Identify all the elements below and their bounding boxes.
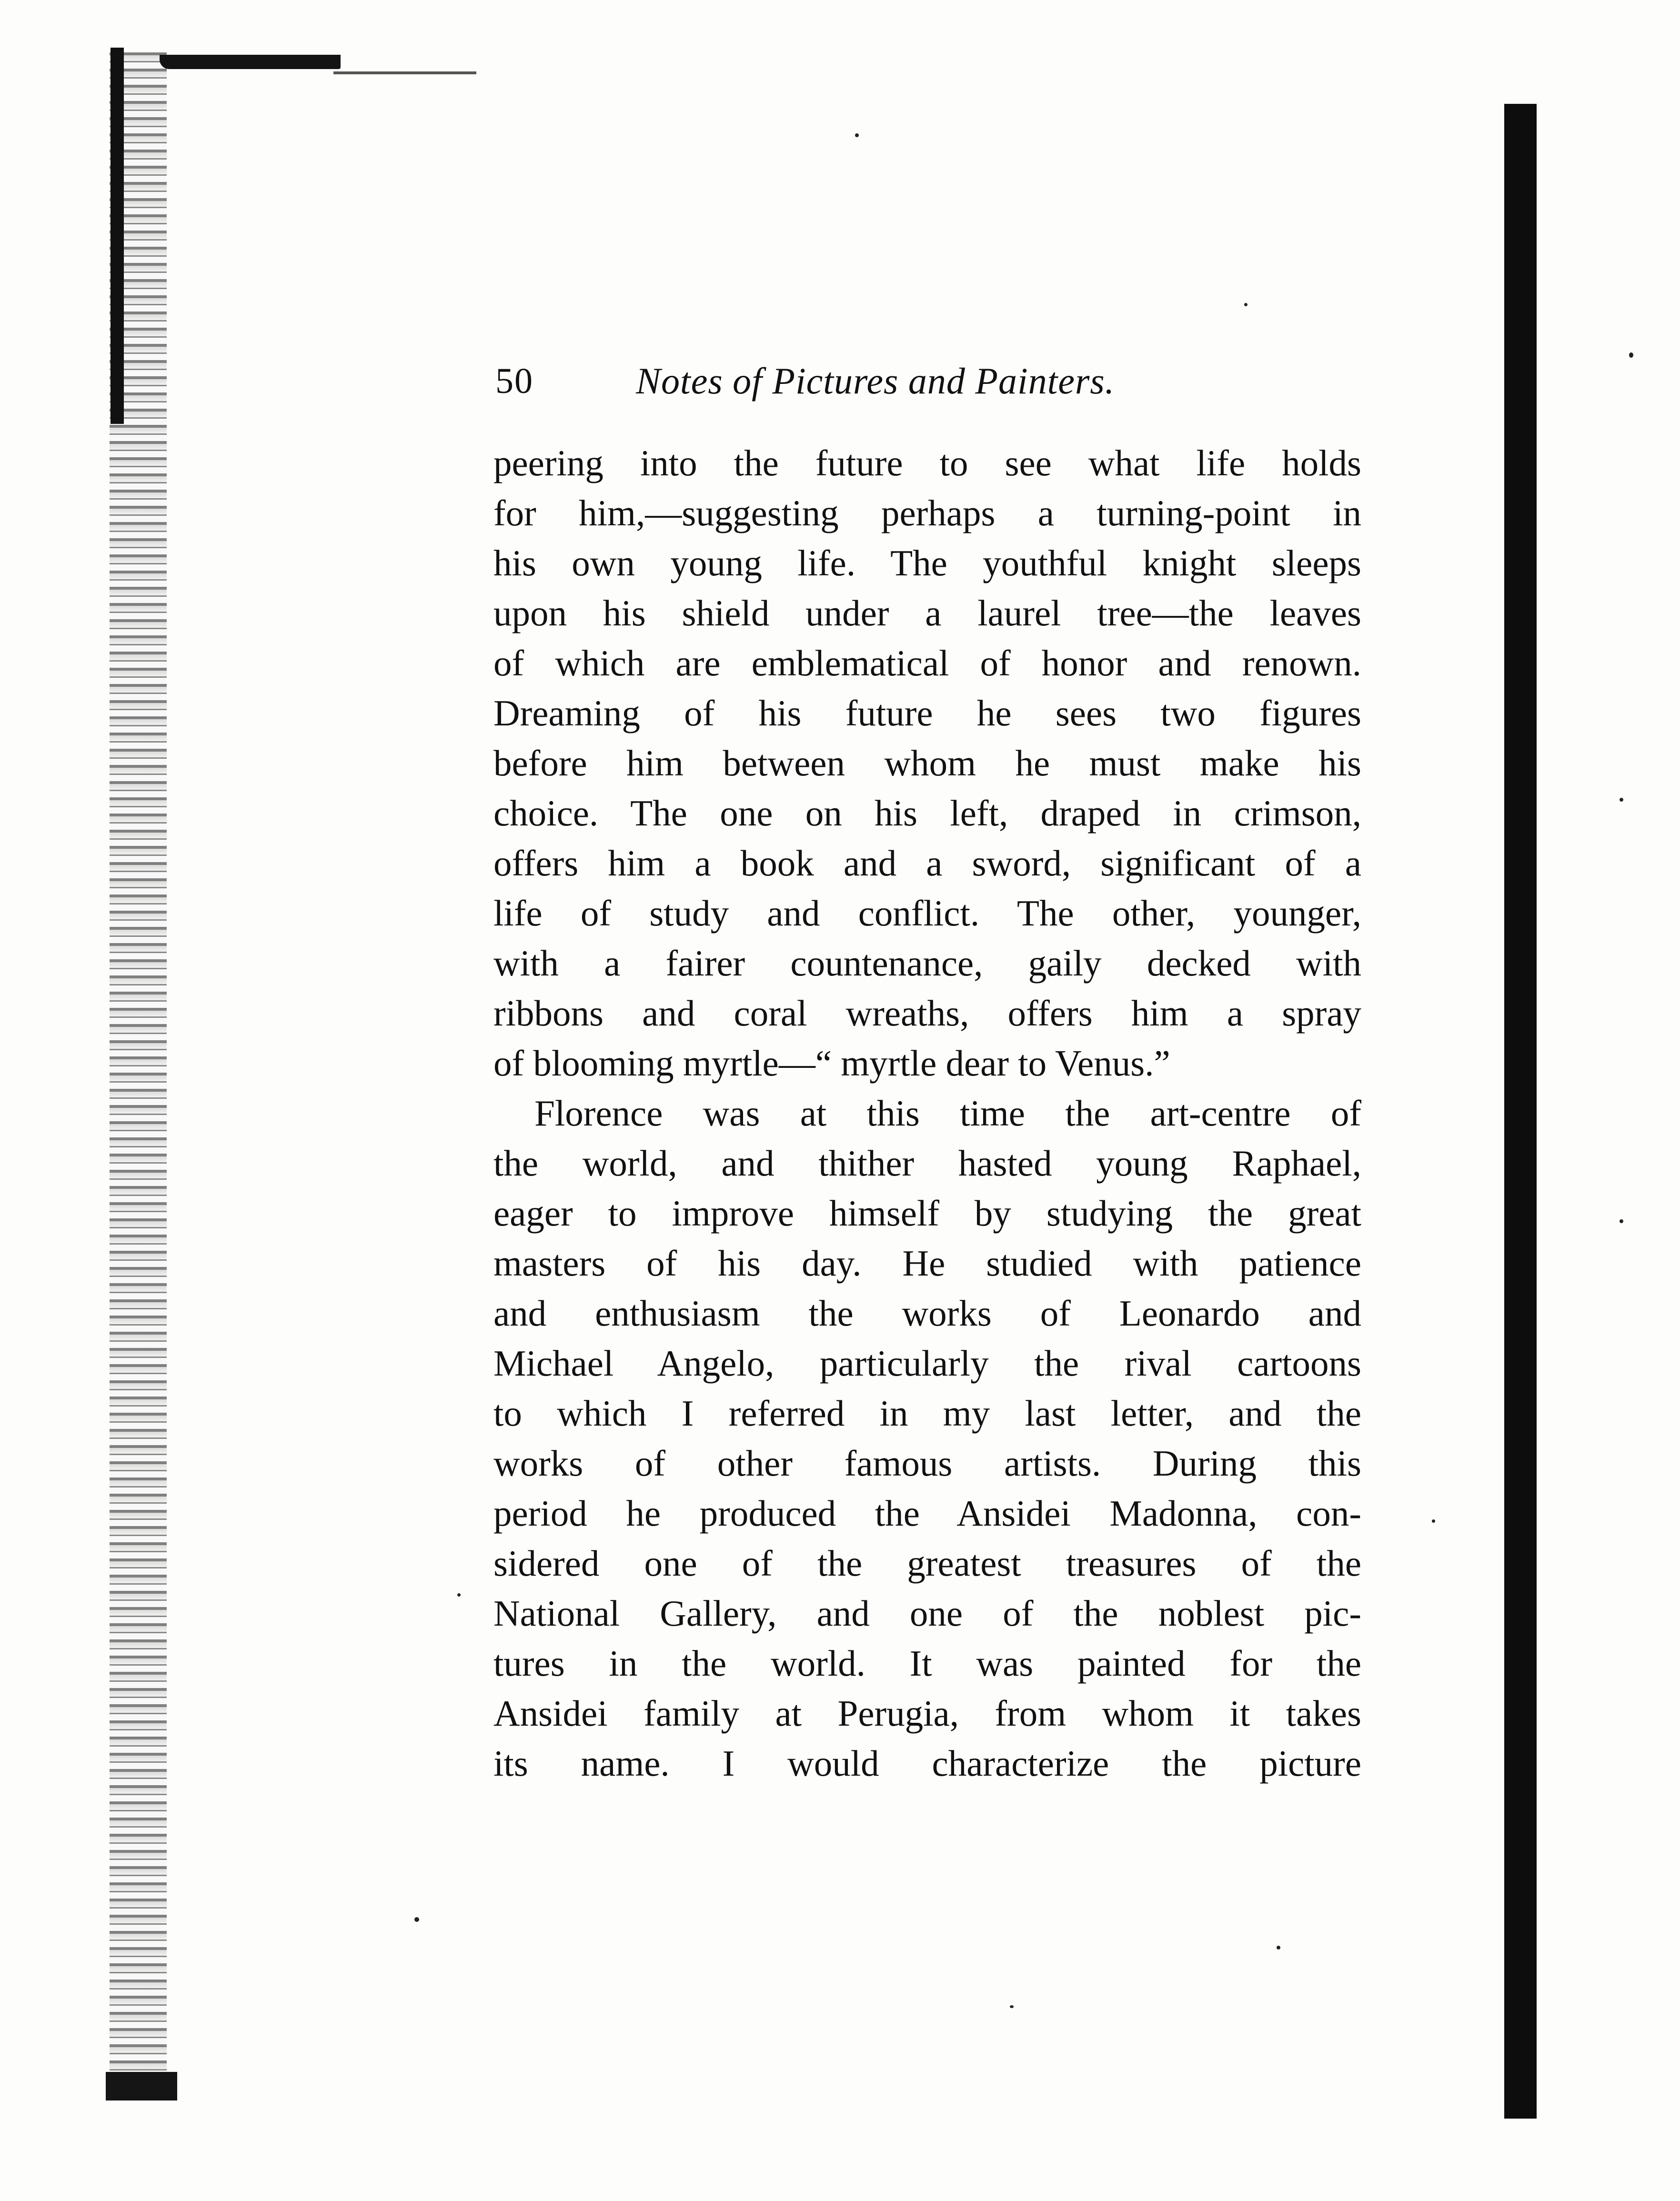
text-line: for him,—suggesting perhaps a turning-point in [493, 492, 1361, 533]
scan-speck [1620, 1219, 1623, 1223]
text-line: his own young life. The youthful knight sleeps [493, 543, 1361, 583]
text-line: tures in the world. It was painted for the [493, 1643, 1361, 1684]
running-head [495, 355, 1358, 407]
text-line: peering into the future to see what life holds [493, 442, 1361, 483]
scan-speck [1620, 798, 1623, 802]
scan-speck [457, 1593, 461, 1597]
text-line: Ansidei family at Perugia, from whom it takes [493, 1693, 1361, 1734]
text-line: choice. The one on his left, draped in crimson, [493, 793, 1361, 834]
text-line: of blooming myrtle—“ myrtle dear to Venus.” [493, 1043, 1170, 1084]
text-line: to which I referred in my last letter, and the [493, 1393, 1361, 1434]
page-number: 50 [495, 361, 533, 401]
scan-binding-edge-bottom [106, 2072, 177, 2100]
text-line: of which are emblematical of honor and renown. [493, 643, 1361, 683]
scan-top-edge-thin [333, 71, 476, 74]
text-line: its name. I would characterize the picture [493, 1743, 1361, 1784]
scan-speck [1277, 1946, 1280, 1950]
scan-speck [1629, 352, 1633, 358]
running-title: Notes of Pictures and Painters. [636, 360, 1115, 402]
text-line: masters of his day. He studied with patience [493, 1243, 1361, 1284]
scan-speck [1244, 303, 1247, 306]
body-text [493, 438, 1361, 1789]
text-line: ribbons and coral wreaths, offers him a spray [493, 993, 1361, 1034]
text-line: works of other famous artists. During this [493, 1443, 1361, 1484]
scan-binding-edge [111, 48, 124, 424]
text-line: upon his shield under a laurel tree—the leaves [493, 593, 1361, 633]
text-line: before him between whom he must make his [493, 743, 1361, 784]
text-line: life of study and conflict. The other, younger, [493, 893, 1361, 934]
text-line: offers him a book and a sword, significant of a [493, 843, 1361, 884]
scan-top-edge [160, 55, 341, 69]
text-line: and enthusiasm the works of Leonardo and [493, 1293, 1361, 1334]
text-line: Dreaming of his future he sees two figures [493, 693, 1361, 734]
text-line: sidered one of the greatest treasures of the [493, 1543, 1361, 1584]
text-line: the world, and thither hasted young Raphael, [493, 1143, 1361, 1184]
text-line: Florence was at this time the art-centre of [534, 1093, 1361, 1134]
scan-speck [414, 1917, 419, 1922]
text-line: with a fairer countenance, gaily decked with [493, 943, 1361, 984]
scan-speck [1432, 1519, 1435, 1523]
scan-speck [855, 133, 859, 137]
text-line: period he produced the Ansidei Madonna, con- [493, 1493, 1361, 1534]
text-line: eager to improve himself by studying the great [493, 1193, 1361, 1234]
scan-speck [1010, 2005, 1014, 2008]
text-line: National Gallery, and one of the noblest pic- [493, 1593, 1361, 1634]
text-line: Michael Angelo, particularly the rival cartoons [493, 1343, 1361, 1384]
scan-right-edge [1504, 104, 1537, 2119]
